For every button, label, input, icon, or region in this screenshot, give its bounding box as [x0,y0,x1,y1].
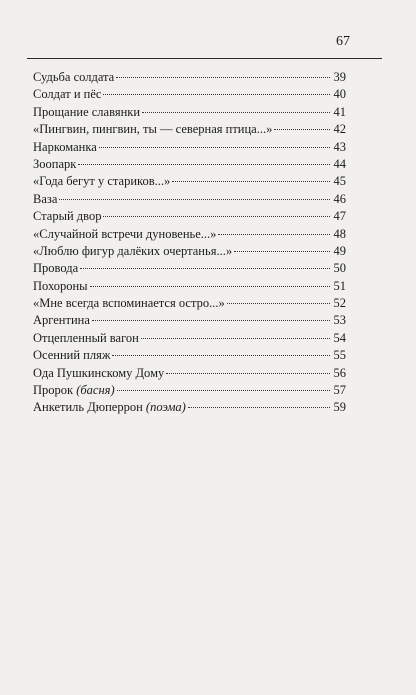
toc-entry-title [33,399,186,416]
toc-entry-title-text: Отцепленный вагон [33,330,139,345]
toc-entry-title [33,226,216,243]
toc-entry-title [33,208,101,225]
toc-entry-title-text: Судьба солдата [33,70,115,84]
toc-entry [33,226,346,243]
toc-entry-page: 39 [333,70,346,84]
toc-entry-title [33,312,90,329]
toc-entry [33,399,346,416]
toc-entry [33,173,346,190]
toc-entry-page: 41 [333,104,346,119]
toc-entry-note: (басня) [76,383,115,398]
toc-entry [33,86,346,103]
toc-entry-title-text: Солдат и пёс [33,87,102,102]
toc-entry-title [33,173,170,190]
toc-dot-leader [188,406,330,408]
toc-entry-title-text: Осенний пляж [33,348,111,363]
page-number: 67 [336,34,350,49]
toc-entry-title [33,260,78,277]
toc-dot-leader [99,146,330,148]
toc-entry-page: 48 [333,226,346,241]
toc-dot-leader [103,215,330,217]
toc-dot-leader [218,233,330,235]
toc-entry [33,278,346,295]
toc-entry-title-text: Провода [33,261,79,276]
toc-entry-title [33,191,57,208]
toc-entry-title [33,156,76,173]
toc-entry-page: 59 [333,400,346,415]
toc-entry-title-text: Старый двор [33,209,102,224]
toc-dot-leader [116,76,330,78]
toc-entry-title [33,104,140,121]
toc-entry-title-text: Похороны [33,278,88,293]
toc-entry-page: 56 [333,365,346,380]
toc-entry [33,69,346,86]
toc-entry [33,312,346,329]
toc-entry [33,260,346,277]
toc-entry-page: 43 [333,139,346,154]
toc-entry-page: 46 [333,191,346,206]
toc-dot-leader [78,163,330,165]
toc-entry-page: 54 [333,330,346,345]
toc-dot-leader [274,128,330,130]
toc-entry [33,208,346,225]
toc-entry [33,104,346,121]
toc-entry-title-text: Зоопарк [33,156,77,171]
toc-dot-leader [142,111,330,113]
toc-entry-title [33,330,139,347]
toc-dot-leader [172,180,330,182]
toc-entry-page: 42 [333,122,346,137]
toc-entry [33,191,346,208]
toc-entry-title-text: «Года бегут у стариков...» [33,174,171,189]
toc-entry-title-text: Ваза [33,191,58,206]
toc-entry-title [33,69,114,86]
toc-dot-leader [166,372,330,374]
toc-dot-leader [80,267,330,269]
toc-entry-title-text: Ода Пушкинскому Дому [33,365,165,380]
header-rule [27,58,382,59]
toc-dot-leader [234,250,330,252]
toc-entry-page: 57 [333,383,346,398]
toc-entry-title [33,86,101,103]
toc-entry-title [33,243,232,260]
toc-entry [33,365,346,382]
toc-entry-title-text: «Люблю фигур далёких очертанья...» [33,243,233,258]
toc-entry-page: 55 [333,348,346,363]
toc-entry [33,295,346,312]
toc-entry-page: 45 [333,174,346,189]
toc-entry-title [33,382,115,399]
toc-entry-page: 44 [333,156,346,171]
toc-entry [33,330,346,347]
toc-entry-title-text: Наркоманка [33,139,97,154]
toc-entry [33,156,346,173]
toc-dot-leader [59,198,330,200]
toc-entry-title-text: Прощание славянки [33,104,141,119]
toc-dot-leader [117,389,330,391]
toc-entry-page: 52 [333,296,346,311]
toc-entry-page: 49 [333,243,346,258]
toc-entry-title-text: Пророк [33,383,74,398]
toc-entry-title-text: «Пингвин, пингвин, ты — северная птица...» [33,122,273,137]
toc-dot-leader [227,302,330,304]
toc-entry-title-text: Аргентина [33,313,90,328]
toc-dot-leader [92,319,330,321]
toc-entry-title [33,139,97,156]
toc-entry-note: (поэма) [145,400,186,415]
toc-entry-page: 50 [333,261,346,276]
toc-entry-title-text: «Случайной встречи дуновенье...» [33,226,217,241]
toc-entry-page: 47 [333,209,346,224]
toc-entry [33,347,346,364]
toc-dot-leader [141,337,330,339]
toc-dot-leader [112,354,330,356]
toc-entry-title [33,278,88,295]
toc-entry [33,382,346,399]
toc-entry-title-text: «Мне всегда вспоминается остро...» [33,296,225,311]
toc-entry [33,139,346,156]
toc-entry [33,121,346,138]
toc-entry-title [33,365,164,382]
table-of-contents [33,69,346,417]
toc-entry-page: 40 [333,87,346,102]
toc-entry-page: 53 [333,313,346,328]
toc-entry-title [33,295,225,312]
toc-dot-leader [103,93,330,95]
toc-dot-leader [90,285,330,287]
toc-entry [33,243,346,260]
toc-entry-title-text: Анкетиль Дюперрон [33,400,143,415]
toc-entry-page: 51 [333,278,346,293]
toc-entry-title [33,121,272,138]
toc-entry-title [33,347,110,364]
